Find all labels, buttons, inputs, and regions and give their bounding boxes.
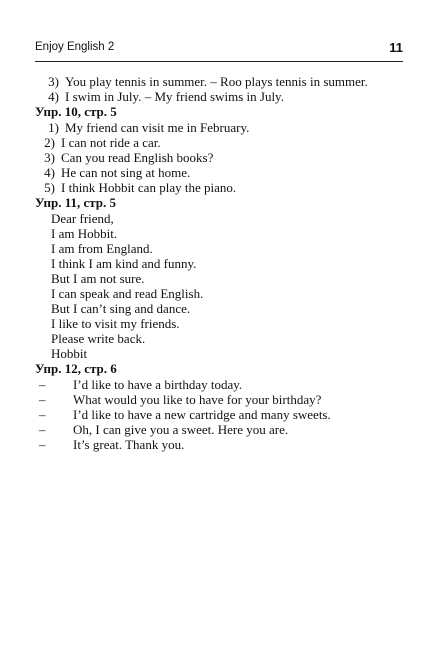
dash-marker: – bbox=[39, 437, 46, 452]
letter-signature: Hobbit bbox=[51, 346, 88, 361]
dialogue-line bbox=[35, 377, 405, 392]
list-item bbox=[35, 165, 405, 180]
letter-line: I like to visit my friends. bbox=[51, 316, 180, 331]
item-text: You play tennis in summer. – Roo plays tennis in summer. bbox=[65, 74, 368, 89]
letter-line: I can speak and read English. bbox=[51, 286, 204, 301]
dialogue-line bbox=[35, 422, 405, 437]
item-number: 4) bbox=[48, 89, 59, 104]
letter-line: But I can’t sing and dance. bbox=[51, 301, 191, 316]
letter-line: I am from England. bbox=[51, 241, 153, 256]
dash-marker: – bbox=[39, 377, 46, 392]
letter-line: I think I am kind and funny. bbox=[51, 256, 197, 271]
dialogue-text: I’d like to have a birthday today. bbox=[73, 377, 243, 392]
dialogue-line bbox=[35, 392, 405, 407]
header-divider bbox=[35, 61, 403, 62]
list-item bbox=[35, 89, 405, 104]
list-item bbox=[35, 74, 405, 89]
dialogue-line bbox=[35, 437, 405, 452]
item-text: I can not ride a car. bbox=[61, 135, 161, 150]
dialogue-text: Oh, I can give you a sweet. Here you are. bbox=[73, 422, 289, 437]
dash-marker: – bbox=[39, 422, 46, 437]
item-text: My friend can visit me in February. bbox=[65, 120, 250, 135]
page-number: 11 bbox=[389, 40, 403, 55]
list-item bbox=[35, 120, 405, 135]
letter-line: Dear friend, bbox=[51, 211, 114, 226]
dialogue-text: I’d like to have a new cartridge and many sweets. bbox=[73, 407, 331, 422]
item-text: Can you read English books? bbox=[61, 150, 214, 165]
exercise-11-heading: Упр. 11, стр. 5 bbox=[35, 195, 117, 210]
dash-marker: – bbox=[39, 392, 46, 407]
exercise-12-heading: Упр. 12, стр. 6 bbox=[35, 361, 117, 376]
dialogue-text: What would you like to have for your birthday? bbox=[73, 392, 322, 407]
item-number: 3) bbox=[48, 74, 59, 89]
item-text: I think Hobbit can play the piano. bbox=[61, 180, 237, 195]
dialogue-line bbox=[35, 407, 405, 422]
page-content bbox=[35, 74, 405, 452]
list-item bbox=[35, 150, 405, 165]
item-number: 5) bbox=[44, 180, 55, 195]
list-item bbox=[35, 180, 405, 195]
letter-line: But I am not sure. bbox=[51, 271, 145, 286]
book-title: Enjoy English 2 bbox=[35, 41, 115, 53]
item-number: 1) bbox=[48, 120, 59, 135]
letter-line: I am Hobbit. bbox=[51, 226, 118, 241]
item-text: I swim in July. – My friend swims in July. bbox=[65, 89, 284, 104]
page-header bbox=[35, 40, 403, 58]
item-number: 4) bbox=[44, 165, 55, 180]
dash-marker: – bbox=[39, 407, 46, 422]
item-text: He can not sing at home. bbox=[61, 165, 191, 180]
item-number: 2) bbox=[44, 135, 55, 150]
letter-line: Please write back. bbox=[51, 331, 146, 346]
list-item bbox=[35, 135, 405, 150]
item-number: 3) bbox=[44, 150, 55, 165]
exercise-10-heading: Упр. 10, стр. 5 bbox=[35, 104, 117, 119]
dialogue-text: It’s great. Thank you. bbox=[73, 437, 185, 452]
